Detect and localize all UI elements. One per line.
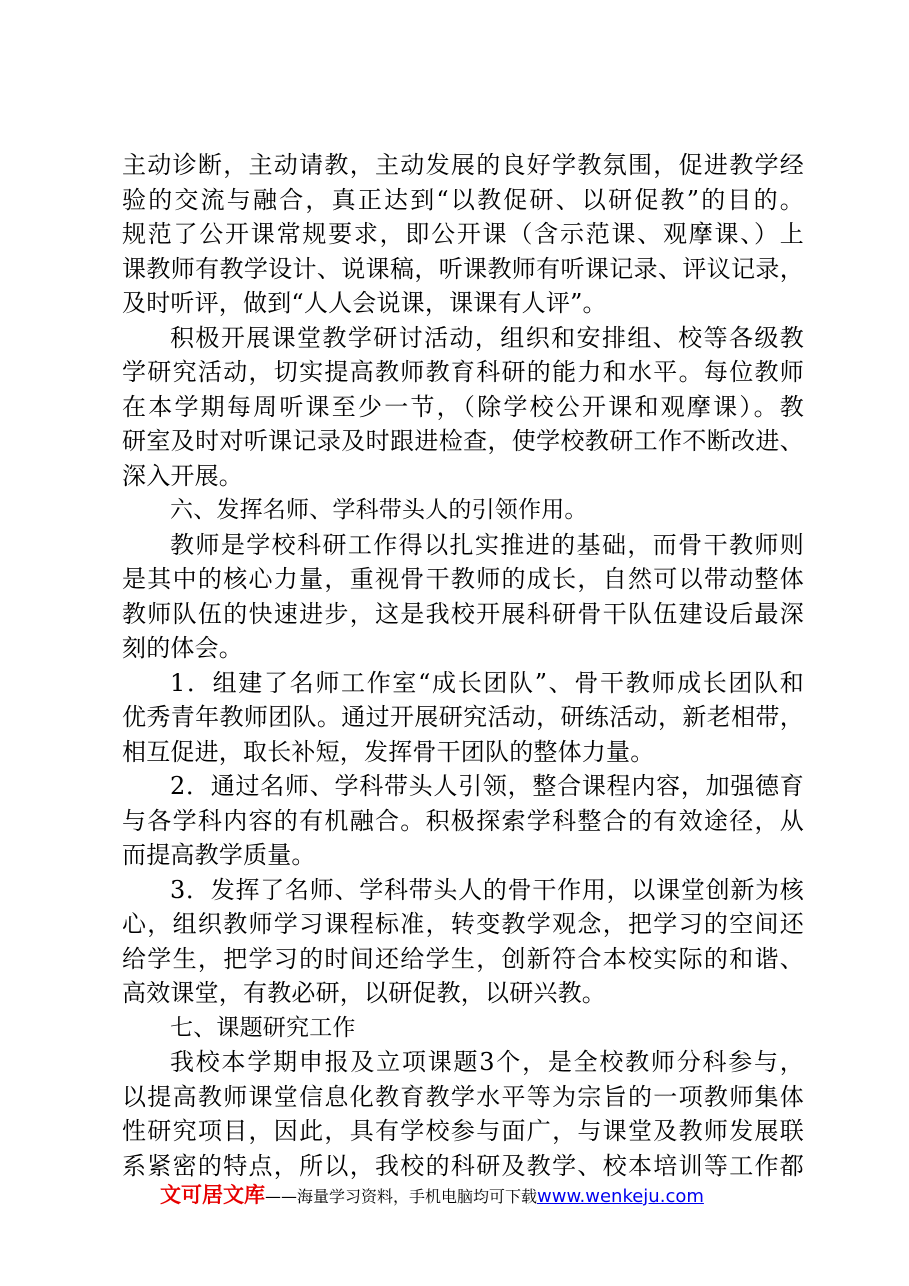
footer-brand: 文可居文库	[160, 1183, 265, 1207]
paragraph-line: 以提高教师课堂信息化教育教学水平等为宗旨的一项教师集体	[122, 1082, 804, 1111]
paragraph-line: 是其中的核心力量，重视骨干教师的成长，自然可以带动整体	[122, 565, 804, 593]
paragraph-line: 性研究项目，因此，具有学校参与面广，与课堂及教师发展联	[122, 1117, 804, 1145]
paragraph-line: 深入开展。	[122, 461, 243, 490]
list-item-line: 心，组织教师学习课程标准，转变教学观念，把学习的空间还	[122, 910, 804, 938]
paragraph-line: 教师是学校科研工作得以扎实推进的基础，而骨干教师则	[170, 530, 804, 559]
list-item-line: 高效课堂，有教必研，以研促教，以研兴教。	[122, 979, 606, 1007]
paragraph-line: 系紧密的特点，所以，我校的科研及教学、校本培训等工作都	[122, 1151, 804, 1180]
paragraph-line: 主动诊断，主动请教，主动发展的良好学教氛围，促进教学经	[122, 151, 804, 179]
paragraph-line: 规范了公开课常规要求，即公开课（含示范课、观摩课、）上	[122, 220, 804, 248]
footer-website-link[interactable]: www.wenkeju.com	[537, 1186, 704, 1207]
paragraph-line: 研室及时对听课记录及时跟进检查，使学校教研工作不断改进、	[122, 427, 804, 455]
list-item-line: 3．发挥了名师、学科带头人的骨干作用，以课堂创新为核	[170, 875, 804, 904]
section-heading: 七、课题研究工作	[170, 1014, 356, 1041]
list-item-line: 给学生，把学习的时间还给学生，创新符合本校实际的和谐、	[122, 944, 804, 973]
list-item-line: 与各学科内容的有机融合。积极探索学科整合的有效途径，从	[122, 806, 804, 835]
list-item-line: 2．通过名师、学科带头人引领，整合课程内容，加强德育	[170, 772, 804, 800]
paragraph-line: 积极开展课堂教学研讨活动，组织和安排组、校等各级教	[170, 323, 804, 352]
paragraph-line: 及时听评，做到“人人会说课，课课有人评”。	[122, 289, 607, 317]
paragraph-line: 教师队伍的快速进步，这是我校开展科研骨干队伍建设后最深	[122, 599, 804, 628]
footer-banner	[160, 1180, 800, 1210]
footer-dash: ——	[265, 1187, 297, 1206]
paragraph-line: 学研究活动，切实提高教师教育科研的能力和水平。每位教师	[122, 358, 804, 386]
document-body	[122, 148, 804, 1183]
paragraph-line: 课教师有教学设计、说课稿，听课教师有听课记录、评议记录，	[122, 254, 804, 283]
paragraph-line: 验的交流与融合，真正达到“以教促研、以研促教”的目的。	[122, 185, 804, 214]
paragraph-line: 刻的体会。	[122, 634, 243, 662]
paragraph-line: 我校本学期申报及立项课题3个，是全校教师分科参与，	[170, 1048, 804, 1076]
list-item-line: 而提高教学质量。	[122, 841, 316, 869]
paragraph-line: 在本学期每周听课至少一节，（除学校公开课和观摩课）。教	[122, 392, 804, 421]
footer-tagline: 海量学习资料，手机电脑均可下载	[297, 1187, 538, 1206]
list-item-line: 1．组建了名师工作室“成长团队”、骨干教师成长团队和	[170, 668, 804, 697]
section-heading: 六、发挥名师、学科带头人的引领作用。	[170, 497, 588, 523]
list-item-line: 优秀青年教师团队。通过开展研究活动，研练活动，新老相带，	[122, 703, 804, 731]
list-item-line: 相互促进，取长补短，发挥骨干团队的整体力量。	[122, 737, 655, 766]
